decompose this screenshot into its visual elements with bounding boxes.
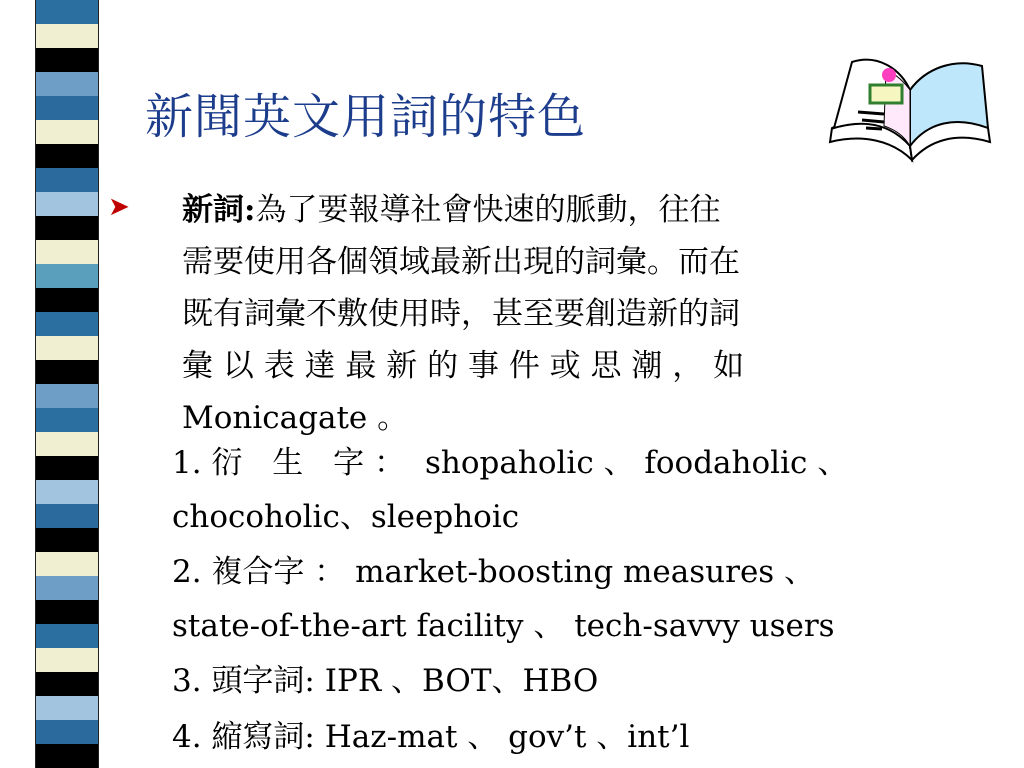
stripe-block: [36, 744, 98, 768]
list-item-compound-words: [172, 545, 1017, 653]
item-text: chocoholic、sleephoic: [172, 499, 520, 535]
paragraph-line: 彙 以 表 達 最 新 的 事 件 或 思 潮 ， 如: [182, 348, 745, 384]
item-label: 縮寫詞:: [211, 719, 315, 755]
stripe-block: [36, 432, 98, 456]
stripe-block: [36, 696, 98, 720]
paragraph-line: 需要使用各個領域最新出現的詞彙。而在: [182, 244, 740, 280]
new-words-paragraph: [182, 184, 1012, 444]
item-label: 頭字詞:: [211, 663, 315, 699]
item-text: market-boosting measures 、: [355, 554, 816, 590]
stripe-block: [36, 648, 98, 672]
open-book-icon: [822, 50, 992, 170]
item-number: 3.: [172, 663, 202, 699]
stripe-block: [36, 360, 98, 384]
stripe-block: [36, 624, 98, 648]
paragraph-line: 為了要報導社會快速的脈動，往往: [255, 192, 721, 228]
stripe-block: [36, 72, 98, 96]
item-text: Haz-mat 、 gov’t 、int’l: [324, 719, 690, 755]
stripe-block: [36, 120, 98, 144]
stripe-block: [36, 672, 98, 696]
stripe-block: [36, 216, 98, 240]
slide-title: 新聞英文用詞的特色: [145, 89, 587, 145]
arrow-bullet-icon: ➤: [108, 192, 130, 222]
stripe-block: [36, 336, 98, 360]
paragraph-line: Monicagate 。: [182, 400, 409, 436]
stripe-block: [36, 504, 98, 528]
item-number: 1.: [172, 445, 202, 481]
decorative-stripe: [35, 0, 99, 768]
item-label: 衍 生 字：: [211, 445, 416, 481]
item-text: state-of-the-art facility 、 tech-savvy users: [172, 608, 835, 644]
stripe-block: [36, 456, 98, 480]
stripe-block: [36, 24, 98, 48]
stripe-block: [36, 528, 98, 552]
stripe-block: [36, 96, 98, 120]
stripe-block: [36, 192, 98, 216]
paragraph-line: 既有詞彙不敷使用時，甚至要創造新的詞: [182, 296, 740, 332]
stripe-block: [36, 480, 98, 504]
item-text: IPR 、BOT、HBO: [324, 663, 599, 699]
new-words-label: 新詞:: [182, 192, 256, 228]
stripe-block: [36, 384, 98, 408]
list-item-derivative-words: [172, 436, 1017, 544]
stripe-block: [36, 288, 98, 312]
stripe-block: [36, 600, 98, 624]
item-number: 2.: [172, 554, 202, 590]
stripe-block: [36, 552, 98, 576]
list-item-abbreviations: [172, 710, 1017, 764]
item-number: 4.: [172, 719, 202, 755]
item-label: 複合字 ：: [211, 554, 346, 590]
stripe-block: [36, 168, 98, 192]
stripe-block: [36, 0, 98, 24]
stripe-block: [36, 576, 98, 600]
stripe-block: [36, 144, 98, 168]
list-item-acronyms: [172, 654, 1017, 708]
stripe-block: [36, 240, 98, 264]
stripe-block: [36, 312, 98, 336]
stripe-block: [36, 264, 98, 288]
stripe-block: [36, 720, 98, 744]
stripe-block: [36, 408, 98, 432]
item-text: shopaholic 、 foodaholic 、: [425, 445, 849, 481]
stripe-block: [36, 48, 98, 72]
